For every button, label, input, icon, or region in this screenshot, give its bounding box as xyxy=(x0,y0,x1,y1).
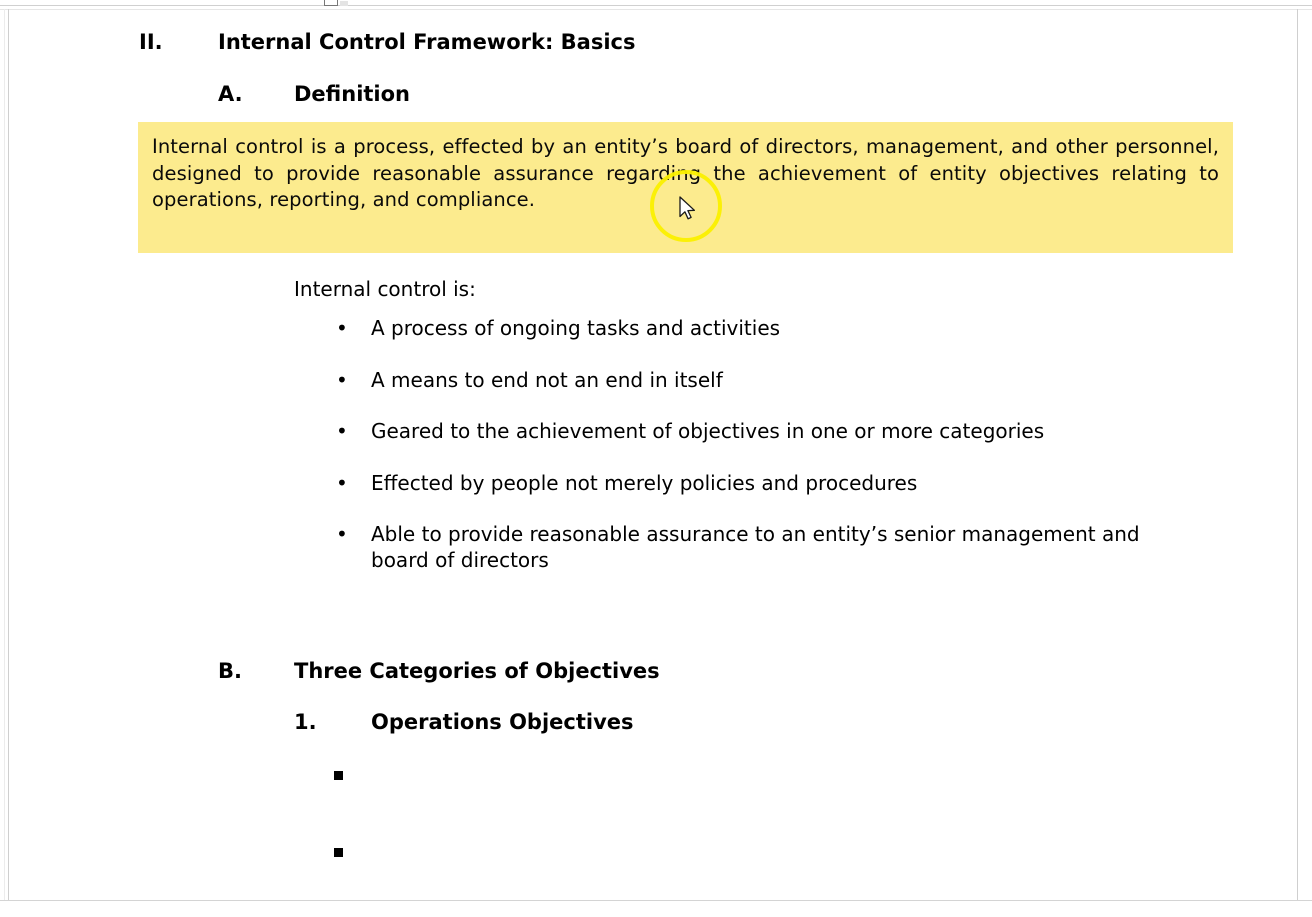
list-item xyxy=(336,418,1236,444)
heading-subsection-b-title: Three Categories of Objectives xyxy=(294,659,660,683)
heading-subsection-b-number: B. xyxy=(218,659,242,683)
list-item xyxy=(336,470,1236,496)
list-item xyxy=(334,840,1034,917)
list-item xyxy=(334,763,1034,840)
list-item xyxy=(336,521,1236,573)
bullet-list xyxy=(336,315,1236,599)
heading-subsection-a-number: A. xyxy=(218,82,243,106)
list-item-text: Effected by people not merely policies and procedures xyxy=(371,470,918,495)
square-bullet-icon xyxy=(334,763,371,780)
list-item xyxy=(336,315,1236,341)
list-item xyxy=(336,367,1236,393)
bullet-list-lead-in: Internal control is: xyxy=(294,277,476,301)
page-right-border xyxy=(1297,9,1298,901)
bullet-dot-icon: • xyxy=(336,470,348,495)
square-bullet-list xyxy=(334,763,1034,917)
heading-item-1-number: 1. xyxy=(294,710,317,734)
list-item-text: A means to end not an end in itself xyxy=(371,367,723,392)
ruler-indent-marker-secondary[interactable] xyxy=(340,1,348,6)
heading-item-1-title: Operations Objectives xyxy=(371,710,634,734)
window-top-border xyxy=(0,5,1312,6)
square-bullet-icon xyxy=(334,840,371,857)
bullet-dot-icon: • xyxy=(336,522,348,546)
heading-section-ii-title: Internal Control Framework: Basics xyxy=(218,30,636,54)
heading-section-ii xyxy=(139,30,636,54)
list-item-text: Geared to the achievement of objectives in one or more categories xyxy=(371,419,1045,443)
definition-highlight-text: Internal control is a process, effected by an entity’s board of directors, management, and other personnel, designed to provide reasonable assurance regarding the achievement of entity objectives relating to operations, reporting, and compliance. xyxy=(152,135,1219,211)
document-body xyxy=(0,10,1290,900)
heading-section-ii-number: II. xyxy=(139,30,163,54)
heading-subsection-a-title: Definition xyxy=(294,82,411,106)
bullet-dot-icon: • xyxy=(336,316,348,340)
ruler-indent-marker[interactable] xyxy=(324,0,338,6)
definition-highlight-box xyxy=(138,122,1233,253)
heading-subsection-b xyxy=(218,659,660,683)
heading-item-1 xyxy=(294,710,634,734)
list-item-text: Able to provide reasonable assurance to an entity’s senior management and board of directors xyxy=(371,522,1140,572)
bullet-dot-icon: • xyxy=(336,419,348,443)
heading-subsection-a xyxy=(218,82,410,106)
bullet-dot-icon: • xyxy=(336,367,348,392)
list-item-text: A process of ongoing tasks and activities xyxy=(371,316,781,340)
